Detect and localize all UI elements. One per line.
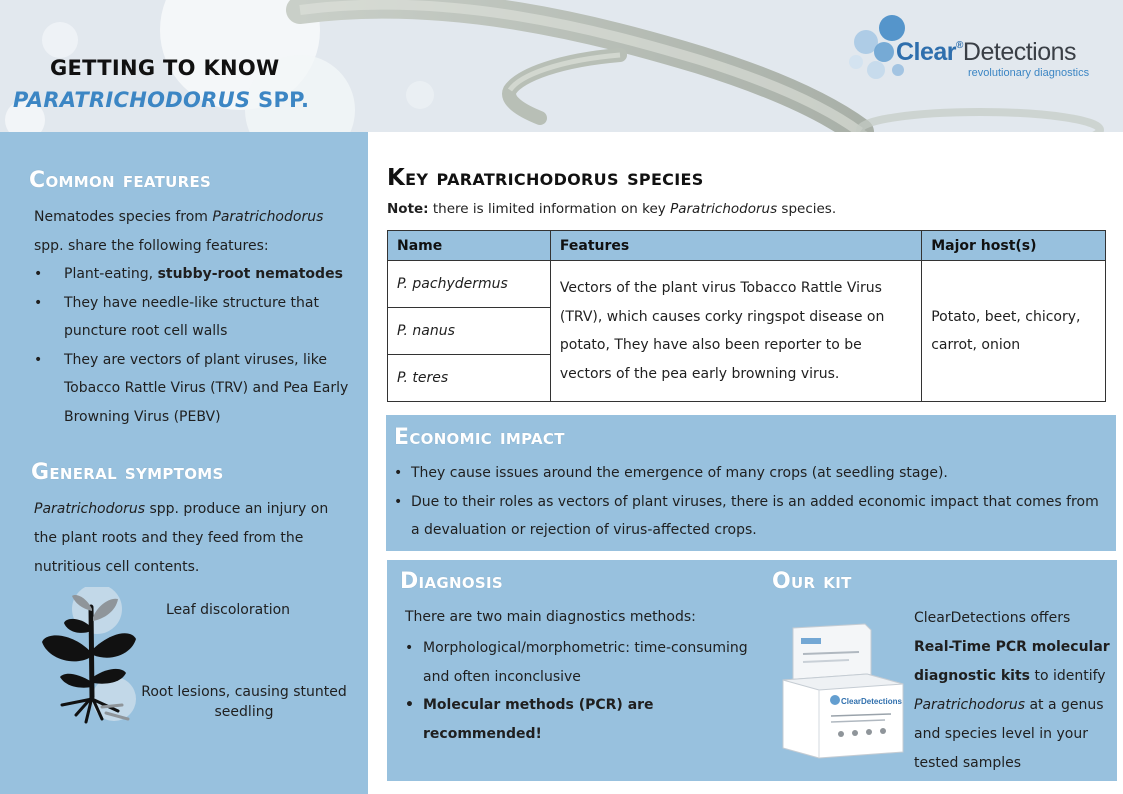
list-item: • Molecular methods (PCR) are recommended! xyxy=(405,691,765,748)
logo-registered: ® xyxy=(956,40,963,51)
cf-item-bold: stubby-root nematodes xyxy=(157,266,343,282)
common-features-intro xyxy=(34,203,354,261)
general-symptoms-text xyxy=(34,495,354,582)
common-features-heading: Common features xyxy=(29,168,212,193)
hosts-cell: Potato, beet, chicory, carrot, onion xyxy=(922,261,1106,402)
note-label: Note: xyxy=(387,201,429,217)
cf-item-text: They are vectors of plant viruses, like Tobacco Rattle Virus (TRV) and Pea Early Browning Virus (PEBV) xyxy=(64,351,349,425)
diagnosis-list xyxy=(405,634,765,748)
kit-box-image xyxy=(779,620,911,760)
economic-impact-list xyxy=(394,459,1104,545)
cf-intro-a: Nematodes species from xyxy=(34,209,213,225)
logo-clear: Clear xyxy=(896,38,957,66)
cf-item-text: Plant-eating, xyxy=(64,266,158,282)
species-name-cell: P. nanus xyxy=(388,308,551,355)
species-name-cell: P. pachydermus xyxy=(388,261,551,308)
our-kit-text xyxy=(914,604,1110,778)
species-table xyxy=(387,230,1106,402)
left-panel xyxy=(0,132,368,794)
species-name-cell: P. teres xyxy=(388,355,551,402)
list-item xyxy=(34,346,354,432)
list-item xyxy=(34,260,354,289)
note-text-b: species. xyxy=(777,201,837,217)
title-suffix: SPP. xyxy=(250,88,310,112)
economic-impact-heading: Economic impact xyxy=(394,425,565,450)
key-species-note xyxy=(387,201,836,217)
key-species-heading: Key paratrichodorus species xyxy=(387,165,704,191)
gs-genus: Paratrichodorus xyxy=(34,501,146,517)
logo-tagline: revolutionary diagnostics xyxy=(968,67,1090,79)
kit-text-a: ClearDetections offers xyxy=(914,610,1071,626)
features-cell: Vectors of the plant virus Tobacco Rattle Virus (TRV), which causes corky ringspot disease on potato, They have also been reporter to be vectors of the pea early browning virus. xyxy=(550,261,921,402)
page-title-line1: GETTING TO KNOW xyxy=(50,56,280,80)
cf-intro-genus: Paratrichodorus xyxy=(212,209,324,225)
column-header-features: Features xyxy=(550,231,921,261)
diagnosis-heading: Diagnosis xyxy=(400,569,503,594)
header-banner xyxy=(0,0,1123,132)
kit-text-bold: Real-Time PCR molecular diagnostic kits xyxy=(914,639,1110,684)
kit-text-c: at a genus and species level in your tested samples xyxy=(914,697,1104,771)
root-lesions-label: Root lesions, causing stunted seedling xyxy=(141,684,347,720)
title-genus: PARATRICHODORUS xyxy=(13,88,251,112)
general-symptoms-heading: General symptoms xyxy=(31,460,224,485)
note-genus: Paratrichodorus xyxy=(670,201,778,217)
leaf-discoloration-label: Leaf discoloration xyxy=(165,602,291,618)
kit-text-b: to identify xyxy=(1030,668,1106,684)
cf-intro-b: spp. share the following features: xyxy=(34,238,269,254)
list-item: • Due to their roles as vectors of plant viruses, there is an added economic impact that comes from a devaluation or rejection of virus-affected crops. xyxy=(394,488,1104,545)
gs-text-rest: spp. produce an injury on the plant roots and they feed from the nutritious cell contents. xyxy=(34,501,329,575)
list-item xyxy=(34,289,354,346)
kit-box-brand: ClearDetections xyxy=(841,697,902,706)
kit-text-genus: Paratrichodorus xyxy=(914,697,1026,713)
diagnosis-kit-panel xyxy=(387,560,1117,781)
economic-impact-panel xyxy=(386,415,1116,551)
column-header-hosts: Major host(s) xyxy=(922,231,1106,261)
list-item: • Morphological/morphometric: time-consuming and often inconclusive xyxy=(405,634,765,691)
table-row xyxy=(388,261,1106,308)
cf-item-text: They have needle-like structure that puncture root cell walls xyxy=(64,294,319,339)
logo-wordmark xyxy=(896,38,1076,67)
column-header-name: Name xyxy=(388,231,551,261)
plant-icon xyxy=(36,587,146,727)
our-kit-heading: Our kit xyxy=(772,569,852,594)
cleardetections-logo xyxy=(846,14,1106,86)
diagnosis-intro: There are two main diagnostics methods: xyxy=(405,609,696,625)
common-features-list xyxy=(34,260,354,431)
page-title-line2 xyxy=(13,88,309,112)
table-header-row xyxy=(388,231,1106,261)
logo-detections: Detections xyxy=(962,38,1077,66)
note-text-a: there is limited information on key xyxy=(428,201,671,217)
list-item: • They cause issues around the emergence of many crops (at seedling stage). xyxy=(394,459,1104,488)
